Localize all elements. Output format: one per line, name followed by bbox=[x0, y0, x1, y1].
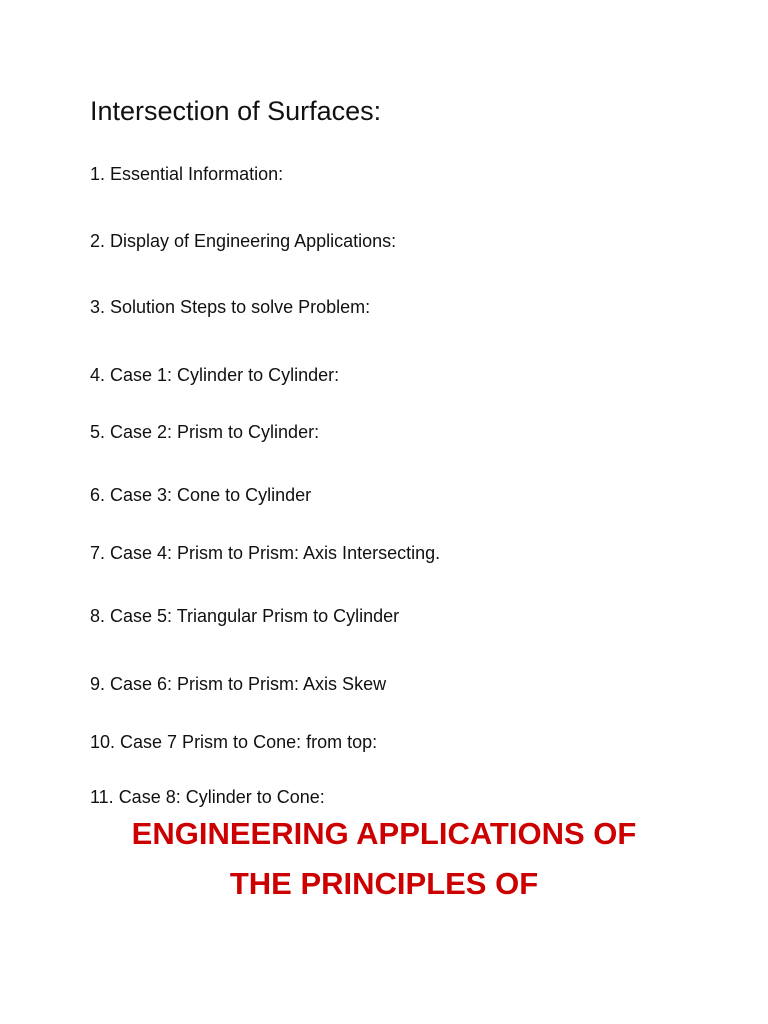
banner-heading-line-1: ENGINEERING APPLICATIONS OF bbox=[131, 816, 637, 851]
list-item: 2. Display of Engineering Applications: bbox=[90, 231, 397, 251]
list-item: 3. Solution Steps to solve Problem: bbox=[90, 297, 371, 317]
list-item: 5. Case 2: Prism to Cylinder: bbox=[90, 422, 320, 442]
page-title: Intersection of Surfaces: bbox=[90, 96, 382, 126]
list-item: 8. Case 5: Triangular Prism to Cylinder bbox=[90, 606, 400, 626]
list-item: 7. Case 4: Prism to Prism: Axis Intersecting. bbox=[90, 543, 441, 563]
list-item: 10. Case 7 Prism to Cone: from top: bbox=[90, 732, 378, 752]
list-item: 6. Case 3: Cone to Cylinder bbox=[90, 485, 312, 505]
list-item: 11. Case 8: Cylinder to Cone: bbox=[90, 787, 325, 807]
banner-heading-line-2: THE PRINCIPLES OF bbox=[229, 866, 539, 901]
list-item: 9. Case 6: Prism to Prism: Axis Skew bbox=[90, 674, 387, 694]
list-item: 4. Case 1: Cylinder to Cylinder: bbox=[90, 365, 340, 385]
list-item: 1. Essential Information: bbox=[90, 164, 284, 184]
